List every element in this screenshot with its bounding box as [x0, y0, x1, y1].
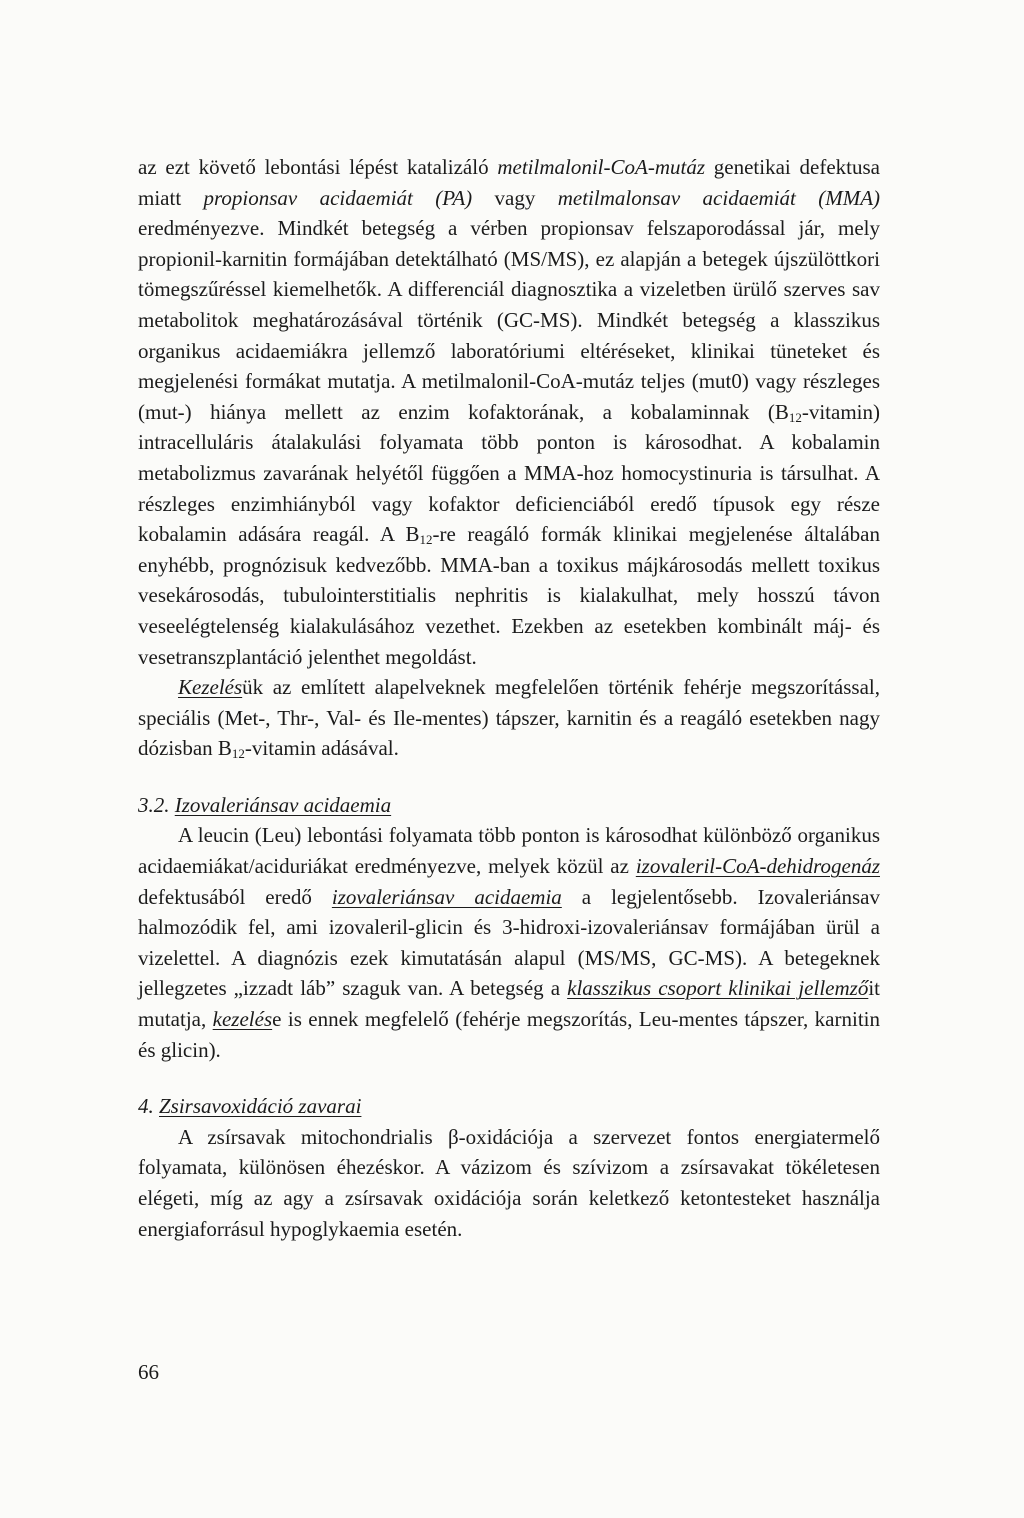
text-segment: ük az említett alapelveknek megfelelően történik fehérje megszorítással, speciális (Met-, Thr-, Val- és Ile-mentes) tápszer, karnitin és a reagáló esetekben nagy dózisban B [138, 675, 880, 761]
heading-number: 3.2. [138, 792, 170, 817]
text-segment: metilmalonsav acidaemiát (MMA) [557, 185, 881, 210]
heading-number: 4. [138, 1094, 154, 1119]
text-segment: metilmalonil-CoA-mutáz [497, 155, 706, 179]
text-segment: az ezt követő lebontási lépést katalizáló [138, 155, 498, 179]
paragraph-isovaleric [138, 820, 880, 1065]
text-segment: eredményezve. Mindkét betegség a vérben propionsav felszaporodással jár, mely propionil-karnitin formájában detektálható (MS/MS), ez alapján a betegek újszülöttkori tömegszűréssel kiemelhetők. A differenciál diagnosztika a vizeletben ürülő szerves sav metabolitok meghatározásával történik (GC-MS). Mindkét betegség a klasszikus organikus acidaemiákra jellemző laboratóriumi eltéréseket, klinikai tüneteket és megjelenési formákat mutatja. A metilmalonil-CoA-mutáz teljes (mut0) vagy részleges (mut-) hiánya mellett az enzim kofaktorának, a kobalaminnak (B [138, 216, 880, 424]
text-segment: a legjelentősebb. Izovaleriánsav halmozódik fel, ami izovaleril-glicin és 3-hidroxi-izovaleriánsav formájában ürül a vizelettel. A diagnózis ezek kimutatásán alapul (MS/MS, GC-MS). A betegeknek jellegzetes „izzadt láb” szaguk van. A betegség a [138, 884, 881, 1001]
text-segment: izovaleril-CoA-dehidrogenáz [635, 854, 880, 879]
section-heading-3-2 [138, 790, 880, 821]
text-segment: vagy [472, 185, 558, 210]
text-segment: kezelés [212, 1007, 273, 1032]
text-segment: klasszikus csoport klinikai jellemző [567, 976, 869, 1001]
text-segment: 12 [231, 746, 245, 762]
paragraph-fatty-acid [138, 1122, 880, 1244]
section-heading-4 [138, 1091, 880, 1122]
page-number: 66 [138, 1360, 159, 1384]
text-segment: izovaleriánsav acidaemia [331, 884, 562, 909]
text-segment: defektusából eredő [138, 884, 332, 909]
paragraph-treatment [138, 672, 880, 764]
text-segment: 12 [788, 409, 802, 425]
paragraph-mma [138, 152, 880, 672]
document-body [138, 152, 880, 1244]
text-segment: A leucin (Leu) lebontási folyamata több ponton is károsodhat különböző organikus acidaemiákat/aciduriákat eredményezve, melyek közül az [138, 823, 880, 879]
text-segment: -vitamin adásával. [244, 736, 399, 761]
text-segment: 12 [419, 532, 433, 548]
text-segment: it mutatja, [138, 976, 880, 1032]
heading-title: Izovaleriánsav acidaemia [174, 792, 392, 817]
text-segment: propionsav acidaemiát (PA) [203, 185, 473, 210]
heading-title: Zsirsavoxidáció zavarai [159, 1094, 362, 1119]
text-segment: -vitamin) intracelluláris átalakulási folyamata több ponton is károsodhat. A kobalamin metabolizmus zavarának helyétől függően a MMA-hoz homocystinuria is társulhat. A részleges enzimhiányból vagy kofaktor deficienciából eredő típusok egy része kobalamin adására reagál. A B [138, 399, 880, 547]
text-segment: Kezelés [178, 675, 243, 700]
text-segment: e is ennek megfelelő (fehérje megszorítás, Leu-mentes tápszer, karnitin és glicin). [138, 1007, 881, 1062]
text-segment: genetikai defektusa miatt [138, 155, 880, 210]
text-segment: A zsírsavak mitochondrialis β-oxidációja a szervezet fontos energiatermelő folyamata, különösen éhezéskor. A vázizom és szívizom a zsírsavakat tökéletesen elégeti, míg az agy a zsírsavak oxidációja során keletkező ketontesteket használja energiaforrásul hypoglykaemia esetén. [138, 1124, 880, 1241]
text-segment: -re reagáló formák klinikai megjelenése általában enyhébb, prognózisuk kedvezőbb. MMA-ban a toxikus májkárosodás mellett toxikus vesekárosodás, tubulointerstitialis nephritis is kialakulhat, mely hosszú távon veseelégtelenség kialakulásához vezethet. Ezekben az esetekben kombinált máj- és vesetranszplantáció jelenthet megoldást. [138, 522, 880, 669]
